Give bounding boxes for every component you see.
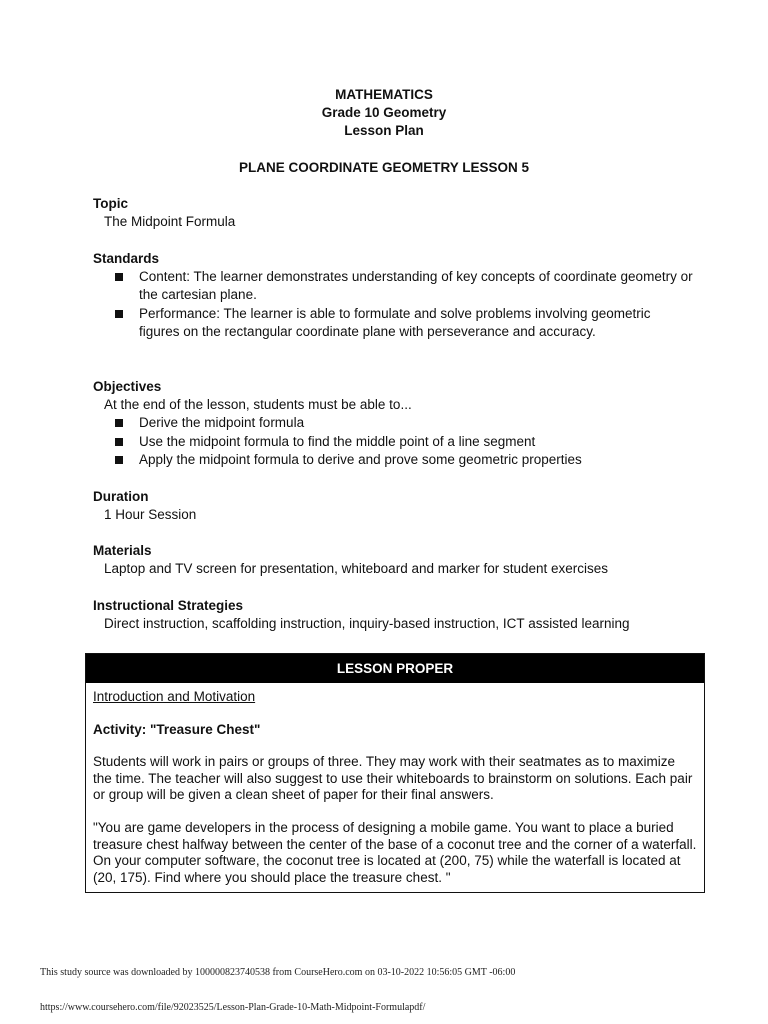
strategies-text: Direct instruction, scaffolding instruction, inquiry-based instruction, ICT assisted learning	[104, 616, 630, 632]
square-bullet-icon	[115, 419, 123, 427]
objectives-list	[93, 414, 693, 469]
doc-type-title: Lesson Plan	[344, 123, 424, 138]
download-notice: This study source was downloaded by 100000823740538 from CourseHero.com on 03-10-2022 10:56:05 GMT -06:00	[40, 967, 516, 978]
objectives-section	[93, 378, 693, 469]
subject-title: MATHEMATICS	[335, 87, 433, 102]
square-bullet-icon	[115, 438, 123, 446]
activity-title: Activity: "Treasure Chest"	[93, 721, 261, 737]
standards-list	[93, 268, 693, 341]
standards-heading: Standards	[93, 251, 160, 266]
list-item	[115, 451, 693, 469]
materials-heading: Materials	[93, 543, 152, 558]
source-url[interactable]: https://www.coursehero.com/file/92023525/Lesson-Plan-Grade-10-Math-Midpoint-Formulapdf/	[40, 1002, 426, 1013]
duration-text: 1 Hour Session	[104, 507, 197, 523]
square-bullet-icon	[115, 273, 123, 281]
objectives-heading: Objectives	[93, 379, 162, 394]
materials-text: Laptop and TV screen for presentation, whiteboard and marker for student exercises	[104, 561, 609, 577]
duration-heading: Duration	[93, 489, 149, 504]
standard-content-text: Content: The learner demonstrates understanding of key concepts of coordinate geometry or the cartesian plane.	[139, 269, 693, 303]
lesson-title: PLANE COORDINATE GEOMETRY LESSON 5	[238, 160, 530, 175]
lesson-proper-box	[85, 653, 705, 893]
activity-problem: "You are game developers in the process of designing a mobile game. You want to place a buried treasure chest halfway between the center of the base of a coconut tree and the corner of a waterfall. On your computer software, the coconut tree is located at (200, 75) while the waterfall is located at (20, 175). Find where you should place the treasure chest. "	[93, 819, 697, 885]
strategies-heading: Instructional Strategies	[93, 598, 244, 613]
lesson-proper-body	[86, 683, 704, 886]
intro-motivation-subheading: Introduction and Motivation	[93, 689, 256, 704]
duration-section	[93, 488, 693, 524]
list-item	[115, 414, 693, 432]
list-item	[115, 305, 693, 341]
materials-section	[93, 542, 693, 578]
strategies-section	[93, 597, 693, 633]
list-item	[115, 433, 693, 451]
objectives-intro: At the end of the lesson, students must be able to...	[104, 397, 412, 413]
objective-text: Derive the midpoint formula	[139, 415, 305, 431]
activity-instructions: Students will work in pairs or groups of three. They may work with their seatmates as to maximize the time. The teacher will also suggest to use their whiteboards to brainstorm on solutions. Each pair or group will be given a clean sheet of paper for their final answers.	[93, 754, 693, 803]
lesson-proper-header: LESSON PROPER	[86, 654, 704, 683]
objective-text: Use the midpoint formula to find the middle point of a line segment	[139, 433, 536, 449]
grade-title: Grade 10 Geometry	[321, 105, 447, 120]
standard-performance-text: Performance: The learner is able to formulate and solve problems involving geometric figures on the rectangular coordinate plane with perseverance and accuracy.	[139, 305, 651, 339]
objective-text: Apply the midpoint formula to derive and prove some geometric properties	[139, 451, 582, 467]
topic-heading: Topic	[93, 196, 128, 211]
square-bullet-icon	[115, 456, 123, 464]
square-bullet-icon	[115, 310, 123, 318]
topic-text: The Midpoint Formula	[104, 214, 236, 230]
list-item	[115, 268, 693, 304]
topic-section	[93, 195, 693, 231]
standards-section	[93, 250, 693, 341]
